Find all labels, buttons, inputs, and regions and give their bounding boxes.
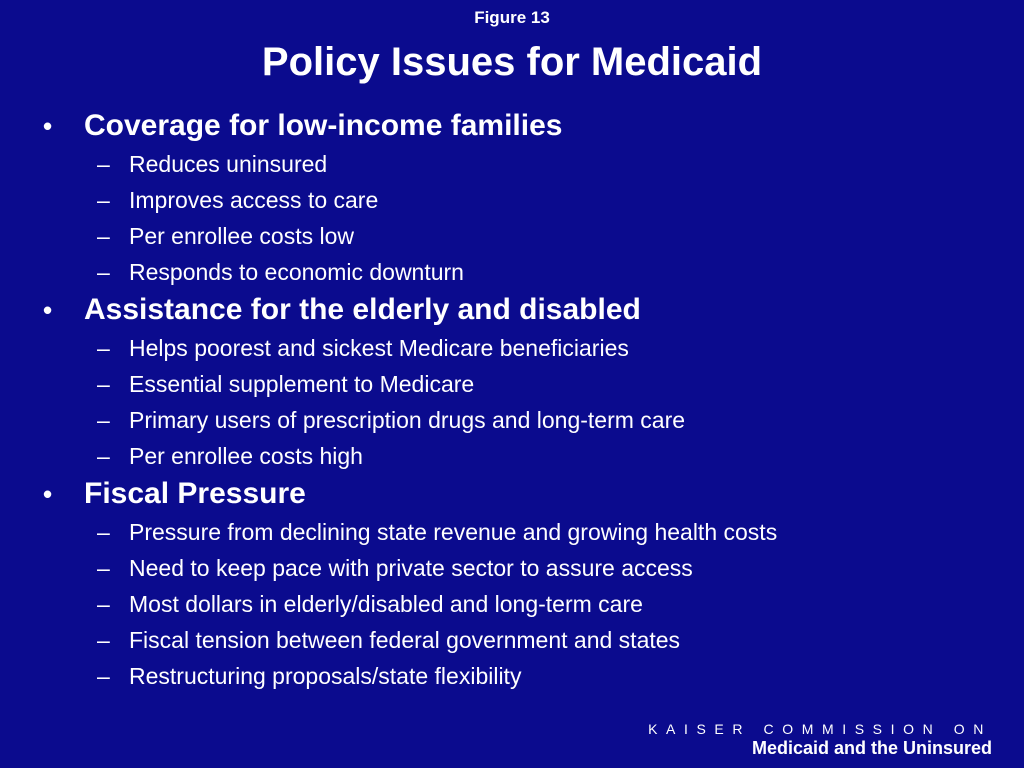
footer-organization-name: Medicaid and the Uninsured xyxy=(751,738,992,758)
dash-icon: – xyxy=(97,151,110,177)
sub-item xyxy=(0,550,1024,586)
sub-item-text: Need to keep pace with private sector to assure access xyxy=(129,555,693,581)
sub-item xyxy=(0,146,1024,182)
dash-icon: – xyxy=(97,407,110,433)
dash-icon: – xyxy=(97,591,110,617)
section-coverage xyxy=(0,106,1024,290)
bullet-icon: • xyxy=(43,479,53,509)
bullet-icon: • xyxy=(43,295,53,325)
dash-icon: – xyxy=(97,371,110,397)
sub-item xyxy=(0,182,1024,218)
sub-item-text: Improves access to care xyxy=(129,187,379,213)
sub-item xyxy=(0,514,1024,550)
sub-item-text: Helps poorest and sickest Medicare beneficiaries xyxy=(129,335,629,361)
sub-item-text: Essential supplement to Medicare xyxy=(129,371,475,397)
sub-item-text: Primary users of prescription drugs and long-term care xyxy=(129,407,686,433)
dash-icon: – xyxy=(97,663,110,689)
sub-item-text: Responds to economic downturn xyxy=(129,259,464,285)
sub-item xyxy=(0,622,1024,658)
section-fiscal-pressure xyxy=(0,474,1024,694)
sub-item-text: Per enrollee costs high xyxy=(129,443,363,469)
sub-item xyxy=(0,366,1024,402)
bullet-item xyxy=(0,290,1024,330)
dash-icon: – xyxy=(97,555,110,581)
dash-icon: – xyxy=(97,223,110,249)
sub-item xyxy=(0,402,1024,438)
sub-item-text: Fiscal tension between federal government and states xyxy=(129,627,681,653)
dash-icon: – xyxy=(97,627,110,653)
sub-item-text: Per enrollee costs low xyxy=(129,223,354,249)
dash-icon: – xyxy=(97,443,110,469)
sub-item xyxy=(0,586,1024,622)
bullet-icon: • xyxy=(43,111,53,141)
bullet-item xyxy=(0,474,1024,514)
dash-icon: – xyxy=(97,519,110,545)
dash-icon: – xyxy=(97,335,110,361)
sub-item xyxy=(0,218,1024,254)
bullet-heading: Coverage for low-income families xyxy=(84,109,563,142)
bullet-list xyxy=(0,106,1024,694)
section-elderly-disabled xyxy=(0,290,1024,474)
sub-item xyxy=(0,658,1024,694)
sub-item-text: Pressure from declining state revenue and growing health costs xyxy=(129,519,778,545)
sub-item-text: Reduces uninsured xyxy=(129,151,328,177)
sub-item xyxy=(0,330,1024,366)
figure-label: Figure 13 xyxy=(474,8,550,27)
sub-item xyxy=(0,438,1024,474)
footer-commission-label: KAISER COMMISSION ON xyxy=(648,721,992,737)
sub-item xyxy=(0,254,1024,290)
bullet-heading: Assistance for the elderly and disabled xyxy=(84,293,641,326)
sub-item-text: Restructuring proposals/state flexibility xyxy=(129,663,522,689)
dash-icon: – xyxy=(97,187,110,213)
dash-icon: – xyxy=(97,259,110,285)
bullet-item xyxy=(0,106,1024,146)
slide-title: Policy Issues for Medicaid xyxy=(261,40,763,84)
bullet-heading: Fiscal Pressure xyxy=(84,477,306,510)
sub-item-text: Most dollars in elderly/disabled and long-term care xyxy=(129,591,643,617)
